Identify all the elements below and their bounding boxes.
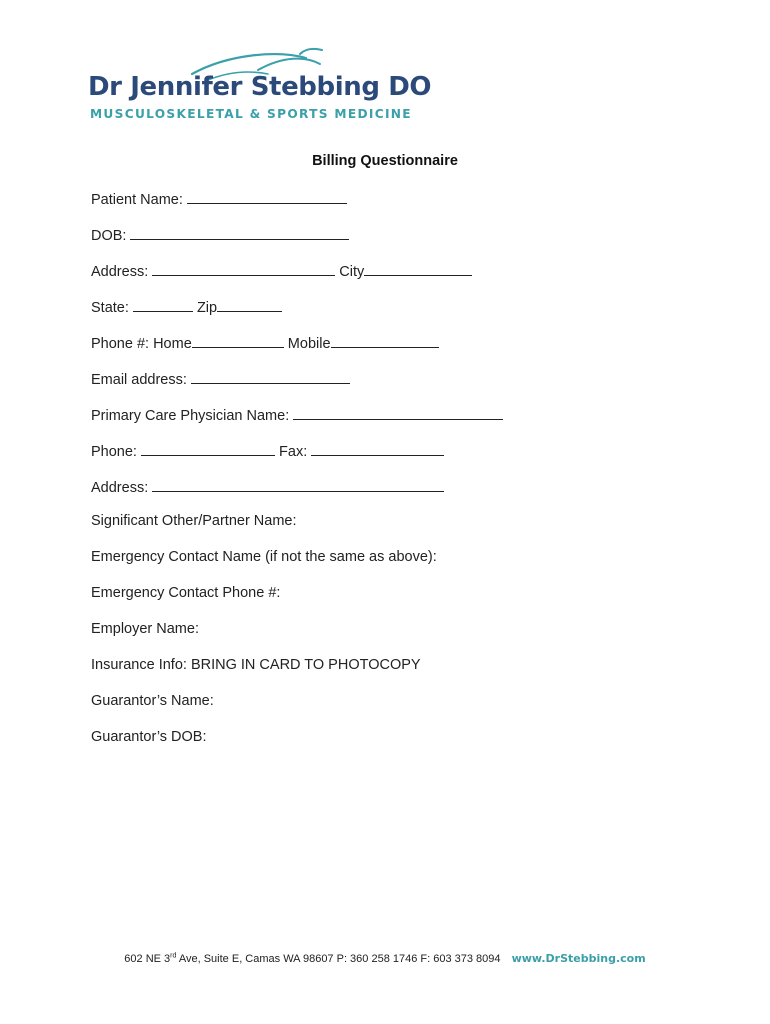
emergency-phone-label: Emergency Contact Phone #:: [91, 585, 281, 601]
form-title: Billing Questionnaire: [312, 153, 458, 169]
address-field[interactable]: [152, 261, 335, 276]
footer-address-start: 602 NE 3: [124, 953, 171, 965]
zip-field[interactable]: [217, 297, 282, 312]
patient-name-label: Patient Name:: [91, 192, 183, 208]
pcp-fax-field[interactable]: [311, 441, 444, 456]
state-field[interactable]: [133, 297, 193, 312]
guarantor-dob-label: Guarantor’s DOB:: [91, 729, 207, 745]
address-label: Address:: [91, 264, 149, 280]
insurance-label: Insurance Info: BRING IN CARD TO PHOTOCOPY: [91, 657, 421, 673]
email-row: [91, 369, 350, 388]
insurance-row: [91, 657, 421, 673]
guarantor-name-row: [91, 693, 214, 709]
home-phone-label: Phone #: Home: [91, 336, 192, 352]
city-label: City: [339, 264, 365, 280]
patient-name-field[interactable]: [187, 189, 347, 204]
guarantor-name-label: Guarantor’s Name:: [91, 693, 214, 709]
dob-label: DOB:: [91, 228, 127, 244]
pcp-name-label: Primary Care Physician Name:: [91, 408, 290, 424]
emergency-name-row: [91, 549, 437, 565]
state-label: State:: [91, 300, 129, 316]
phone-row: [91, 333, 439, 352]
patient-name-row: [91, 189, 347, 208]
partner-name-row: [91, 513, 297, 529]
clinic-name: Dr Jennifer Stebbing DO: [88, 72, 432, 102]
email-field[interactable]: [191, 369, 350, 384]
email-label: Email address:: [91, 372, 187, 388]
pcp-address-label: Address:: [91, 480, 149, 496]
footer-address-superscript: rd: [170, 952, 177, 960]
clinic-logo: [88, 44, 432, 124]
pcp-name-field[interactable]: [293, 405, 503, 420]
dob-row: [91, 225, 349, 244]
footer-website-link[interactable]: www.DrStebbing.com: [511, 952, 646, 965]
pcp-address-row: [91, 477, 444, 496]
mobile-field[interactable]: [331, 333, 439, 348]
footer-address-rest: Ave, Suite E, Camas WA 98607 P: 360 258 1746 F: 603 373 8094: [176, 953, 501, 965]
home-phone-field[interactable]: [192, 333, 284, 348]
zip-label: Zip: [196, 300, 218, 316]
dob-field[interactable]: [130, 225, 349, 240]
pcp-name-row: [91, 405, 503, 424]
pcp-address-field[interactable]: [152, 477, 444, 492]
emergency-phone-row: [91, 585, 280, 601]
city-field[interactable]: [364, 261, 472, 276]
mobile-label: Mobile: [287, 336, 331, 352]
pcp-phone-field[interactable]: [141, 441, 275, 456]
emergency-name-label: Emergency Contact Name (if not the same as above):: [91, 549, 437, 565]
partner-name-label: Significant Other/Partner Name:: [91, 513, 297, 529]
footer: [0, 952, 770, 965]
clinic-tagline: MUSCULOSKELETAL & SPORTS MEDICINE: [90, 107, 412, 121]
employer-row: [91, 621, 199, 637]
guarantor-dob-row: [91, 729, 207, 745]
address-row: [91, 261, 472, 280]
state-zip-row: [91, 297, 282, 316]
pcp-phone-label: Phone:: [91, 444, 137, 460]
pcp-fax-label: Fax:: [279, 444, 308, 460]
pcp-phone-fax-row: [91, 441, 444, 460]
employer-label: Employer Name:: [91, 621, 199, 637]
